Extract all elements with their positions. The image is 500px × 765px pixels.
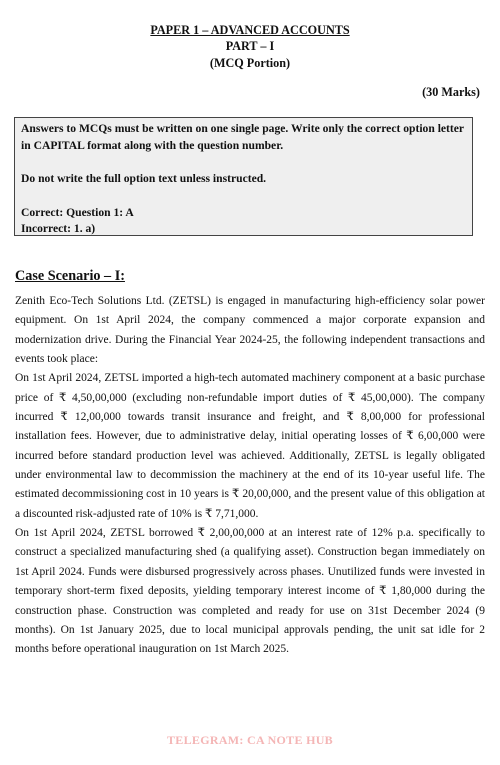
case-scenario-body — [15, 292, 485, 660]
part-label: PART – I — [225, 39, 275, 53]
case-paragraph-3: On 1st April 2024, ZETSL borrowed ₹ 2,00,00,000 at an interest rate of 12% p.a. specifically to construct a specialized manufacturing shed (a qualifying asset). Construction began immediately on 1st April 2024. Funds were disbursed progressively across phases. Unutilized funds were invested in temporary short-term fixed deposits, yielding temporary interest income of ₹ 1,80,000 during the construction phase. Construction was completed and ready for use on 31st December 2024 (9 months). On 1st January 2025, due to local municipal approvals pending, the unit sat idle for 2 months before operational inauguration on 1st March 2025. — [15, 527, 485, 656]
instruction-incorrect-example: Incorrect: 1. a) — [21, 222, 96, 235]
marks-label: (30 Marks) — [422, 85, 480, 99]
instruction-line-1: Answers to MCQs must be written on one single page. Write only the correct option letter in CAPITAL format along with the question number. — [21, 122, 464, 152]
instructions-box — [14, 117, 473, 236]
paper-title: PAPER 1 – ADVANCED ACCOUNTS — [150, 23, 350, 37]
instruction-line-2: Do not write the full option text unless instructed. — [21, 172, 267, 185]
instruction-correct-example: Correct: Question 1: A — [21, 205, 134, 219]
portion-label: (MCQ Portion) — [209, 56, 291, 70]
case-paragraph-2: On 1st April 2024, ZETSL imported a high-tech automated machinery component at a basic purchase price of ₹ 4,50,00,000 (excluding non-refundable import duties of ₹ 45,00,000). The company incurred ₹ 12,00,000 towards transit insurance and freight, and ₹ 8,00,000 for professional installation fees. However, due to administrative delay, initial operating losses of ₹ 6,00,000 were incurred before standard production level was achieved. Additionally, ZETSL is legally obligated under environmental law to decommission the machinery at the end of its 10-year useful life. The estimated decommissioning cost in 10 years is ₹ 20,00,000, and the present value of this obligation at a discounted risk-adjusted rate of 10% is ₹ 7,71,000. — [15, 372, 485, 520]
case-scenario-title: Case Scenario – I: — [15, 268, 125, 284]
case-paragraph-1: Zenith Eco-Tech Solutions Ltd. (ZETSL) is engaged in manufacturing high-efficiency solar power equipment. On 1st April 2024, the company commenced a major corporate expansion and modernization drive. During the Financial Year 2024-25, the following independent transactions and events took place: — [15, 295, 485, 366]
watermark-text: TELEGRAM: CA NOTE HUB — [167, 733, 333, 747]
